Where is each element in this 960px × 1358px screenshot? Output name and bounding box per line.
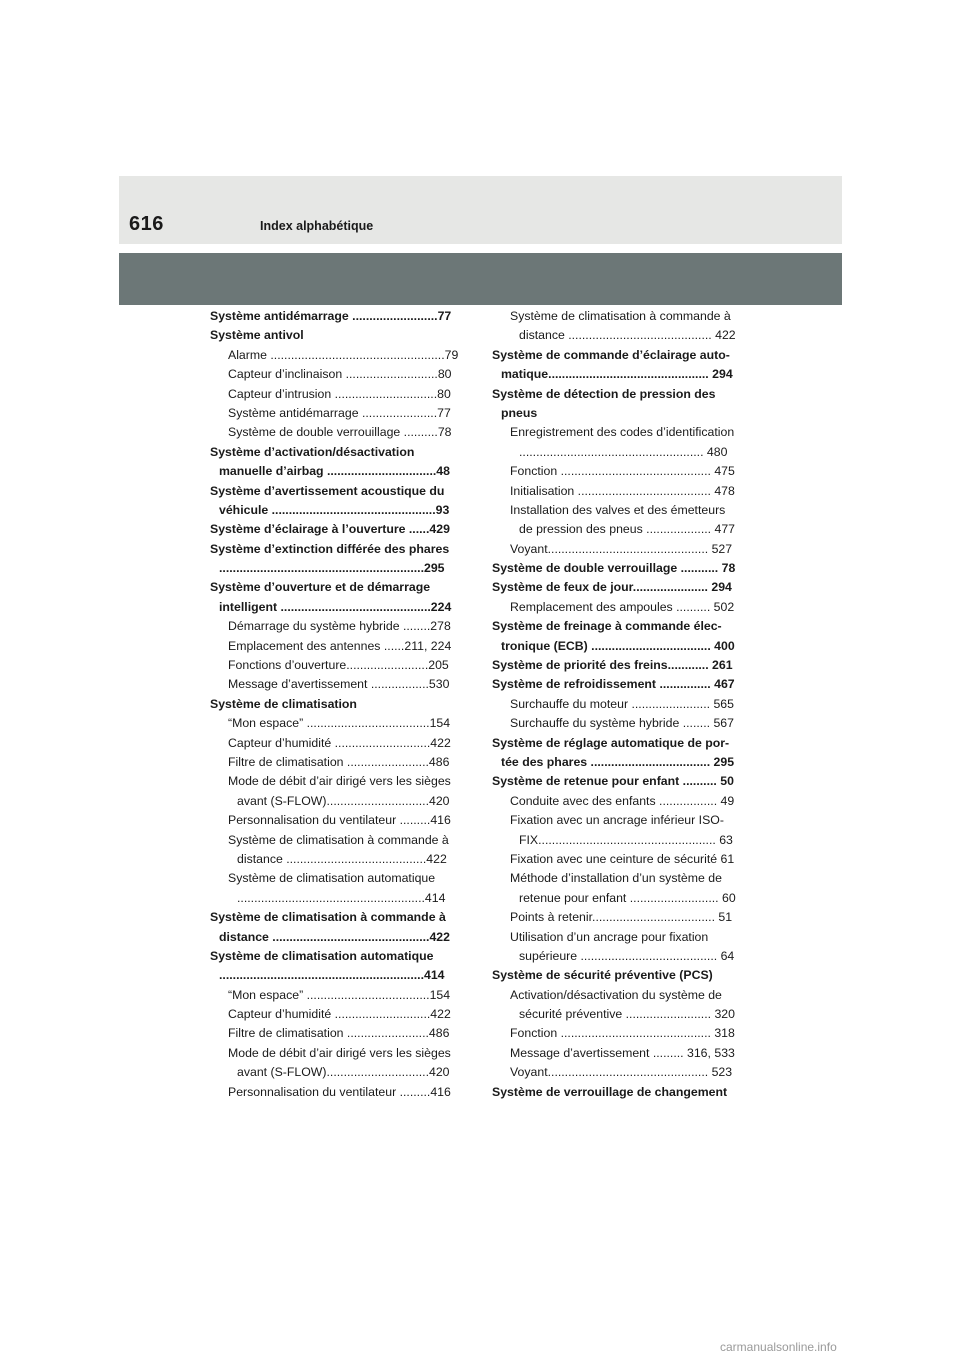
- index-entry-sub: Surchauffe du système hybride ........ 567: [510, 716, 734, 731]
- index-column-right: [492, 307, 745, 1102]
- index-entry-sub: Fonction ............................................ 318: [510, 1026, 735, 1041]
- header-band: [119, 176, 842, 244]
- index-entry-sub: Capteur d’inclinaison ...........................80: [228, 367, 452, 382]
- index-entry-sub: Mode de débit d’air dirigé vers les sièges: [228, 774, 451, 789]
- index-entry-sub: Fonction ............................................ 475: [510, 464, 735, 479]
- index-entry-sub: Capteur d’intrusion ..............................80: [228, 386, 451, 401]
- index-entry-main: Système de sécurité préventive (PCS): [492, 968, 713, 983]
- index-entry-main: Système de priorité des freins............ 261: [492, 658, 733, 673]
- index-entry-sub: retenue pour enfant .......................... 60: [519, 890, 736, 905]
- index-entry-main: Système de détection de pression des: [492, 386, 716, 401]
- index-entry-sub: Remplacement des ampoules .......... 502: [510, 599, 735, 614]
- index-entry-sub: Mode de débit d’air dirigé vers les sièges: [228, 1045, 451, 1060]
- index-entry-main: Système antivol: [210, 328, 304, 343]
- index-entry-sub: Initialisation ....................................... 478: [510, 483, 735, 498]
- index-entry-main: manuelle d’airbag ................................48: [219, 464, 450, 479]
- index-entry-main: Système d’extinction différée des phares: [210, 541, 450, 556]
- index-entry-sub: FIX.................................................... 63: [519, 832, 733, 847]
- index-entry-sub: Système de double verrouillage ..........78: [228, 425, 452, 440]
- index-entry-sub: Système de climatisation automatique: [228, 871, 436, 886]
- page-number: 616: [129, 213, 164, 235]
- index-entry-sub: Système antidémarrage ......................77: [228, 405, 451, 420]
- index-entry-sub: Système de climatisation à commande à: [510, 309, 731, 323]
- index-entry-sub: Utilisation d’un ancrage pour fixation: [510, 929, 709, 944]
- index-entry-sub: distance .........................................422: [237, 851, 447, 866]
- index-entry-main: distance ..............................................422: [219, 929, 450, 944]
- index-entry-main: Système de feux de jour...................... 294: [492, 580, 732, 595]
- index-entry-sub: Fixation avec un ancrage inférieur ISO-: [510, 813, 724, 828]
- index-entry-main: Système de retenue pour enfant .......... 50: [492, 774, 734, 789]
- index-entry-sub: Activation/désactivation du système de: [510, 987, 722, 1002]
- index-entry-main: Système de verrouillage de changement: [492, 1084, 728, 1099]
- index-entry-sub: Conduite avec des enfants ................. 49: [510, 793, 735, 808]
- watermark: carmanualsonline.info: [720, 1340, 837, 1354]
- index-entry-sub: Capteur d’humidité ............................422: [228, 735, 451, 750]
- index-entry-main: Système de double verrouillage ........... 78: [492, 561, 736, 576]
- index-entry-main: véhicule ................................................93: [219, 502, 450, 517]
- index-entry-main: intelligent ............................................224: [219, 599, 452, 614]
- index-entry-sub: Système de climatisation à commande à: [228, 832, 449, 847]
- index-entry-main: Système de refroidissement ............... 467: [492, 677, 735, 692]
- index-entry-sub: Alarme ...................................................79: [228, 347, 459, 362]
- index-entry-main: Système de réglage automatique de por-: [492, 735, 730, 750]
- index-entry-main: ............................................................414: [219, 968, 445, 983]
- index-entry-main: Système de commande d’éclairage auto-: [492, 347, 730, 362]
- index-entry-main: Système d’avertissement acoustique du: [210, 483, 445, 498]
- index-entry-sub: de pression des pneus ................... 477: [519, 522, 736, 537]
- index-entry-sub: Fixation avec une ceinture de sécurité 61: [510, 851, 735, 866]
- index-entry-sub: .......................................................414: [237, 890, 446, 905]
- index-entry-sub: Message d’avertissement ......... 316, 533: [510, 1045, 735, 1060]
- index-entry-sub: Voyant............................................... 527: [510, 541, 733, 556]
- index-entry-main: Système de climatisation automatique: [210, 948, 434, 963]
- index-entry-main: matique............................................... 294: [501, 367, 733, 382]
- index-entry-main: Système de freinage à commande élec-: [492, 619, 722, 634]
- index-entry-sub: distance .......................................... 422: [519, 328, 736, 343]
- index-entry-sub: Enregistrement des codes d’identification: [510, 425, 735, 440]
- index-entry-sub: Installation des valves et des émetteurs: [510, 502, 726, 517]
- chapter-band: [119, 253, 842, 305]
- index-entry-sub: Emplacement des antennes ......211, 224: [228, 638, 452, 653]
- index-entry-main: tée des phares ................................... 295: [501, 754, 735, 769]
- index-entry-main: Système antidémarrage .........................77: [210, 309, 452, 323]
- index-column-left: [210, 307, 463, 1102]
- index-entry-sub: Fonctions d’ouverture........................205: [228, 658, 449, 673]
- index-entry-sub: Filtre de climatisation ........................486: [228, 754, 450, 769]
- section-title: Index alphabétique: [260, 219, 374, 233]
- index-entry-sub: ...................................................... 480: [519, 444, 728, 459]
- index-entry-sub: Capteur d’humidité ............................422: [228, 1007, 451, 1022]
- index-entry-sub: “Mon espace” ....................................154: [228, 987, 451, 1002]
- index-entry-main: Système d’éclairage à l’ouverture ......429: [210, 522, 450, 537]
- index-entry-sub: Filtre de climatisation ........................486: [228, 1026, 450, 1041]
- index-entry-sub: Points à retenir.................................... 51: [510, 910, 733, 925]
- index-entry-sub: Message d’avertissement .................530: [228, 677, 450, 692]
- index-entry-sub: avant (S-FLOW)..............................420: [237, 1065, 450, 1080]
- index-entry-main: Système de climatisation: [210, 696, 357, 711]
- index-entry-sub: avant (S-FLOW)..............................420: [237, 793, 450, 808]
- index-entry-sub: Voyant............................................... 523: [510, 1065, 733, 1080]
- index-entry-sub: Méthode d’installation d’un système de: [510, 871, 722, 886]
- index-entry-main: tronique (ECB) ................................... 400: [501, 638, 735, 653]
- index-entry-sub: sécurité préventive ......................... 320: [519, 1007, 735, 1022]
- index-entry-sub: Surchauffe du moteur ....................... 565: [510, 696, 734, 711]
- index-entry-sub: Démarrage du système hybride ........278: [228, 619, 451, 634]
- index-entry-main: Système d’ouverture et de démarrage: [210, 580, 431, 595]
- index-entry-sub: Personnalisation du ventilateur .........416: [228, 813, 451, 828]
- index-entry-sub: “Mon espace” ....................................154: [228, 716, 451, 731]
- index-entry-main: Système de climatisation à commande à: [210, 910, 446, 925]
- index-entry-sub: supérieure ........................................ 64: [519, 948, 735, 963]
- index-entry-sub: Personnalisation du ventilateur .........416: [228, 1084, 451, 1099]
- index-entry-main: Système d’activation/désactivation: [210, 444, 415, 459]
- index-entry-main: pneus: [501, 405, 538, 420]
- index-entry-main: ............................................................295: [219, 561, 445, 576]
